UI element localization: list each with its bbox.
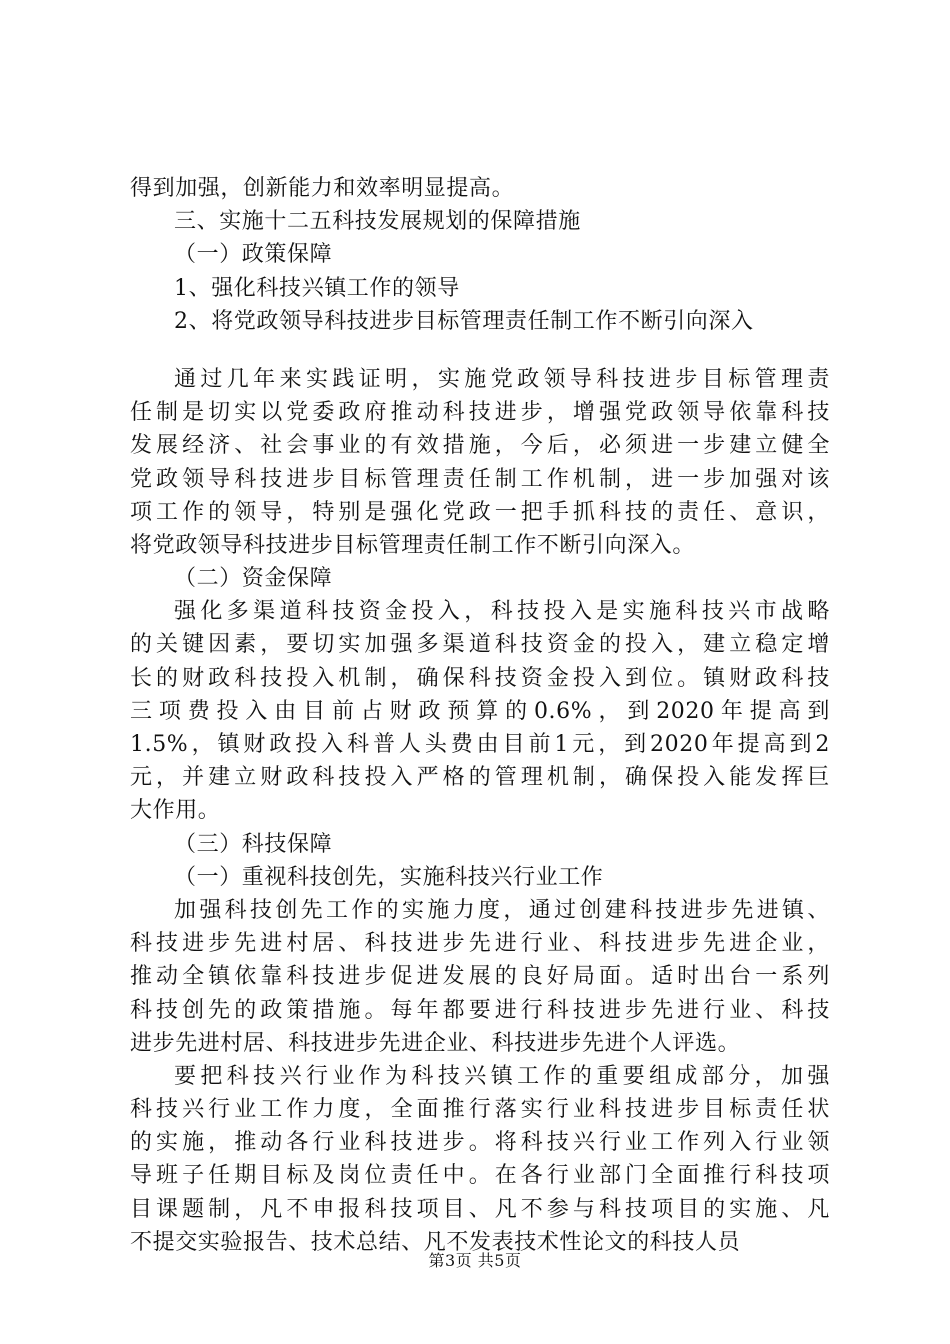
text-line: 长的财政科技投入机制，确保科技资金投入到位。镇财政科技 bbox=[130, 665, 830, 691]
section-heading bbox=[130, 272, 830, 305]
text-line: 科技创先的政策措施。每年都要进行科技进步先进行业、科技 bbox=[130, 997, 830, 1023]
text-line: （一）政策保障 bbox=[174, 242, 333, 268]
text-line-block bbox=[130, 172, 830, 205]
text-line: 不提交实验报告、技术总结、凡不发表技术性论文的科技人员 bbox=[130, 1229, 741, 1255]
text-line: 科技进步先进村居、科技进步先进行业、科技进步先进企业， bbox=[130, 931, 830, 957]
text-line-block bbox=[130, 205, 830, 238]
page-footer: 第3页 共5页 bbox=[428, 1251, 522, 1270]
text-line: 大作用。 bbox=[130, 798, 221, 824]
text-line: 导班子任期目标及岗位责任中。在各行业部门全面推行科技项 bbox=[130, 1163, 830, 1189]
text-line: 1、强化科技兴镇工作的领导 bbox=[174, 275, 460, 301]
text-line: 元，并建立财政科技投入严格的管理机制，确保投入能发挥巨 bbox=[130, 765, 830, 791]
paragraph bbox=[130, 894, 830, 1060]
text-line: 发展经济、社会事业的有效措施，今后，必须进一步建立健全 bbox=[130, 433, 830, 459]
text-line: 推动全镇依靠科技进步促进发展的良好局面。适时出台一系列 bbox=[130, 964, 830, 990]
section-heading bbox=[130, 238, 830, 271]
text-line: 的关键因素，要切实加强多渠道科技资金的投入，建立稳定增 bbox=[130, 632, 830, 658]
text-line: 2、将党政领导科技进步目标管理责任制工作不断引向深入 bbox=[174, 308, 754, 334]
text-line: 通过几年来实践证明，实施党政领导科技进步目标管理责 bbox=[174, 366, 830, 392]
text-line: 进步先进村居、科技进步先进企业、科技进步先进个人评选。 bbox=[130, 1030, 741, 1056]
text-line: 项工作的领导，特别是强化党政一把手抓科技的责任、意识， bbox=[130, 499, 830, 525]
section-heading bbox=[130, 305, 830, 338]
text-line: 目课题制，凡不申报科技项目、凡不参与科技项目的实施、凡 bbox=[130, 1196, 830, 1222]
text-line: 加强科技创先工作的实施力度，通过创建科技进步先进镇、 bbox=[174, 897, 830, 923]
text-line: 三项费投入由目前占财政预算的0.6%，到2020年提高到 bbox=[130, 698, 830, 724]
text-line: 要把科技兴行业作为科技兴镇工作的重要组成部分，加强 bbox=[174, 1063, 830, 1089]
text-line: 党政领导科技进步目标管理责任制工作机制，进一步加强对该 bbox=[130, 466, 830, 492]
section-heading bbox=[130, 562, 830, 595]
text-line: 的实施，推动各行业科技进步。将科技兴行业工作列入行业领 bbox=[130, 1130, 830, 1156]
text-line: （三）科技保障 bbox=[174, 831, 333, 857]
text-line: 1.5%，镇财政投入科普人头费由目前1元，到2020年提高到2 bbox=[130, 732, 830, 757]
text-line: 强化多渠道科技资金投入，科技投入是实施科技兴市战略 bbox=[174, 599, 830, 625]
text-line: （一）重视科技创先，实施科技兴行业工作 bbox=[174, 864, 604, 890]
paragraph bbox=[130, 1060, 830, 1259]
paragraph-spacer bbox=[130, 338, 830, 363]
section-heading bbox=[130, 861, 830, 894]
paragraph bbox=[130, 363, 830, 562]
text-line: 任制是切实以党委政府推动科技进步，增强党政领导依靠科技 bbox=[130, 400, 830, 426]
text-line: （二）资金保障 bbox=[174, 566, 333, 592]
section-heading bbox=[130, 828, 830, 861]
text-line: 科技兴行业工作力度，全面推行落实行业科技进步目标责任状 bbox=[130, 1097, 830, 1123]
text-line: 得到加强，创新能力和效率明显提高。 bbox=[130, 176, 515, 201]
document-body bbox=[130, 172, 830, 1259]
text-line: 将党政领导科技进步目标管理责任制工作不断引向深入。 bbox=[130, 532, 696, 558]
text-line: 三、实施十二五科技发展规划的保障措施 bbox=[174, 209, 581, 235]
paragraph bbox=[130, 595, 830, 827]
